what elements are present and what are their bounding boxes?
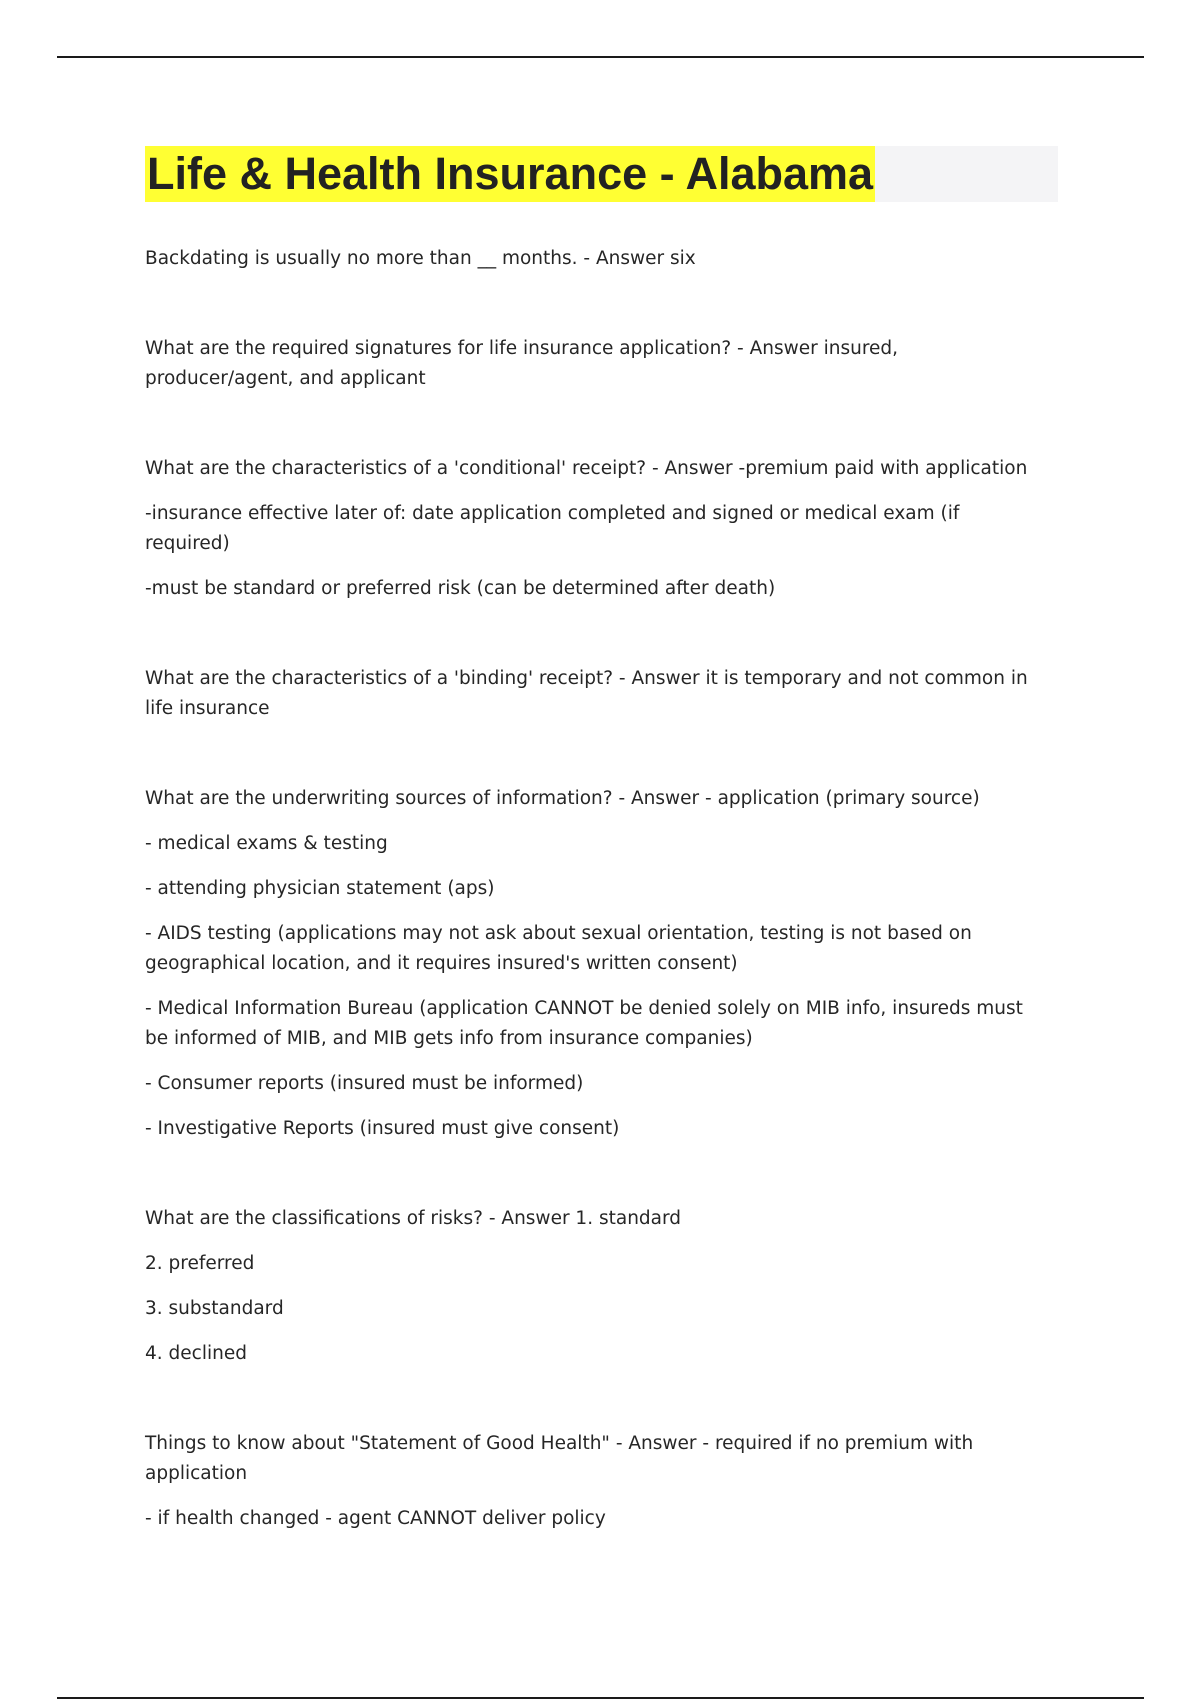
question-answer-text: What are the underwriting sources of information? - Answer - application (primary source)	[145, 788, 980, 809]
flashcard-block	[145, 454, 1045, 604]
bottom-rule	[57, 1697, 1144, 1699]
answer-continuation-text: 2. preferred	[145, 1253, 255, 1274]
page-title: Life & Health Insurance - Alabama	[145, 146, 875, 202]
answer-continuation-text: - medical exams & testing	[145, 833, 388, 854]
answer-continuation-text: 3. substandard	[145, 1298, 284, 1319]
flashcard-block	[145, 784, 1045, 1144]
top-rule	[57, 56, 1144, 58]
flashcard-block	[145, 334, 1045, 394]
question-answer-text: What are the required signatures for life insurance application? - Answer insured, producer/agent, and applicant	[145, 338, 899, 389]
question-answer-text: What are the characteristics of a 'conditional' receipt? - Answer -premium paid with application	[145, 458, 1028, 479]
flashcard-block	[145, 664, 1045, 724]
answer-continuation-text: - Medical Information Bureau (application CANNOT be denied solely on MIB info, insureds must be informed of MIB, and MIB gets info from insurance companies)	[145, 998, 1023, 1049]
flashcard-block	[145, 244, 1045, 274]
answer-continuation-text: -insurance effective later of: date application completed and signed or medical exam (if required)	[145, 503, 960, 554]
question-answer-text: What are the classifications of risks? - Answer 1. standard	[145, 1208, 682, 1229]
answer-continuation-text: - Consumer reports (insured must be informed)	[145, 1073, 584, 1094]
answer-continuation-text: 4. declined	[145, 1343, 247, 1364]
flashcard-list	[145, 244, 1045, 1594]
title-banner	[145, 146, 1058, 202]
flashcard-block	[145, 1204, 1045, 1369]
question-answer-text: What are the characteristics of a 'binding' receipt? - Answer it is temporary and not common in life insurance	[145, 668, 1028, 719]
answer-continuation-text: - AIDS testing (applications may not ask about sexual orientation, testing is not based on geographical location, and it requires insured's written consent)	[145, 923, 972, 974]
question-answer-text: Backdating is usually no more than __ months. - Answer six	[145, 248, 696, 269]
question-answer-text: Things to know about "Statement of Good Health" - Answer - required if no premium with application	[145, 1433, 974, 1484]
answer-continuation-text: - if health changed - agent CANNOT deliver policy	[145, 1508, 606, 1529]
answer-continuation-text: - attending physician statement (aps)	[145, 878, 495, 899]
flashcard-block	[145, 1429, 1045, 1534]
answer-continuation-text: -must be standard or preferred risk (can be determined after death)	[145, 578, 776, 599]
answer-continuation-text: - Investigative Reports (insured must give consent)	[145, 1118, 620, 1139]
